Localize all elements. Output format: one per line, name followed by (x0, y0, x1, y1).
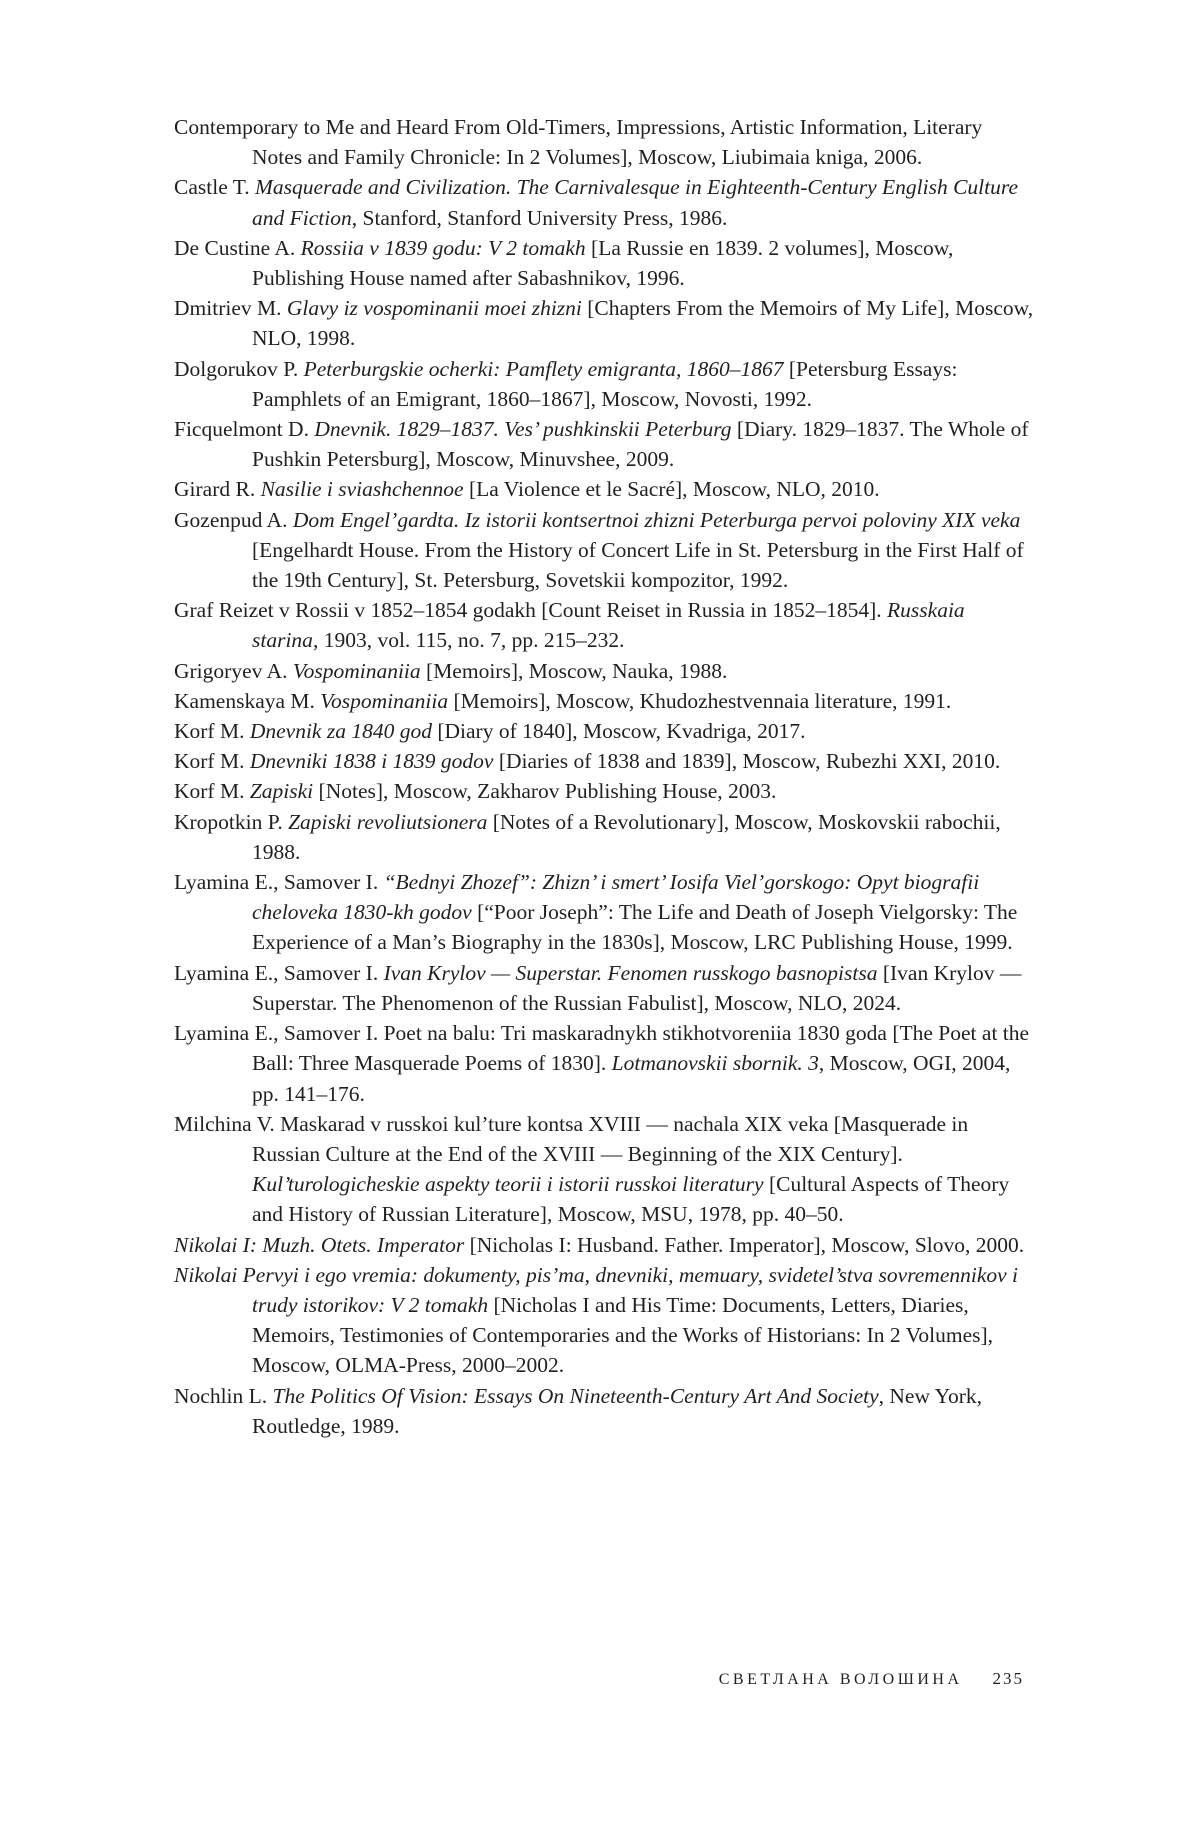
bibliography-entry: Dmitriev M. Glavy iz vospominanii moei zhizni [Chapters From the Memoirs of My Life], Moscow, NLO, 1998. (174, 296, 1034, 351)
bibliography-entry: Kropotkin P. Zapiski revoliutsionera [Notes of a Revolutionary], Moscow, Moskovskii rabochii, 1988. (174, 809, 1001, 864)
bibliography-entry: Ficquelmont D. Dnevnik. 1829–1837. Ves’ pushkinskii Peterburg [Diary. 1829–1837. The Whole of Pushkin Petersburg], Moscow, Minuvshee, 2009. (174, 417, 1029, 472)
bibliography-entry: Graf Reizet v Rossii v 1852–1854 godakh [Count Reiset in Russia in 1852–1854]. Russkaia starina, 1903, vol. 115, no. 7, pp. 215–232. (174, 598, 965, 653)
bibliography-entry: De Custine A. Rossiia v 1839 godu: V 2 tomakh [La Russie en 1839. 2 volumes], Moscow, Publishing House named after Sabashnikov, 1996. (174, 235, 954, 291)
running-head-author: СВЕТЛАНА ВОЛОШИНА (718, 1671, 963, 1688)
bibliography-entry: Korf M. Zapiski [Notes], Moscow, Zakharov Publishing House, 2003. (174, 779, 777, 804)
bibliography-entry: Dolgorukov P. Peterburgskie ocherki: Pamflety emigranta, 1860–1867 [Petersburg Essays: Pamphlets of an Emigrant, 1860–1867], Moscow, Novosti, 1992. (174, 356, 958, 411)
bibliography-entry: Korf M. Dnevniki 1838 i 1839 godov [Diaries of 1838 and 1839], Moscow, Rubezhi XXI, 2010. (174, 749, 1001, 774)
bibliography-entry: Gozenpud A. Dom Engel’gardta. Iz istorii kontsertnoi zhizni Peterburga pervoi poloviny XIX veka [Engelhardt House. From the History of Concert Life in St. Petersburg in the First Half of the 19th Century], St. Petersburg, Sovetskii kompozitor, 1992. (174, 507, 1024, 593)
bibliography-entry: Milchina V. Maskarad v russkoi kul’ture kontsa XVIII — nachala XIX veka [Masquerade in Russian Culture at the End of the XVIII — Beginning of the XIX Century]. Kul’turologicheskie aspekty teorii i istorii russkoi literatury [Cultural Aspects of Theory and History of Russian Literature], Moscow, MSU, 1978, pp. 40–50. (174, 1111, 1010, 1227)
bibliography-entry: Nikolai Pervyi i ego vremia: dokumenty, pis’ma, dnevniki, memuary, svidetel’stva sovremennikov i trudy istorikov: V 2 tomakh [Nicholas I and His Time: Documents, Letters, Diaries, Memoirs, Testimonies of Contemporaries and the Works of Historians: In 2 Volumes], Moscow, OLMA-Press, 2000–2002. (174, 1262, 1019, 1378)
bibliography-entry: Girard R. Nasilie i sviashchennoe [La Violence et le Sacré], Moscow, NLO, 2010. (174, 477, 880, 502)
bibliography-entry: Grigoryev A. Vospominaniia [Memoirs], Moscow, Nauka, 1988. (174, 658, 728, 683)
running-footer (719, 1669, 1024, 1689)
bibliography-entry: Lyamina E., Samover I. Poet na balu: Tri maskaradnykh stikhotvoreniia 1830 goda [The Poet at the Ball: Three Masquerade Poems of 1830]. Lotmanovskii sbornik. 3, Moscow, OGI, 2004, pp. 141–176. (174, 1021, 1030, 1106)
bibliography-entry: Kamenskaya M. Vospominaniia [Memoirs], Moscow, Khudozhestvennaia literature, 1991. (174, 688, 952, 713)
bibliography-entry: Nochlin L. The Politics Of Vision: Essays On Nineteenth-Century Art And Society, New York, Routledge, 1989. (174, 1383, 982, 1438)
page-number: 235 (992, 1669, 1024, 1688)
bibliography-entry: Korf M. Dnevnik za 1840 god [Diary of 1840], Moscow, Kvadriga, 2017. (174, 719, 806, 744)
bibliography-list (174, 112, 1034, 1441)
bibliography-entry: Contemporary to Me and Heard From Old-Timers, Impressions, Artistic Information, Literary Notes and Family Chronicle: In 2 Volumes], Moscow, Liubimaia kniga, 2006. (174, 115, 983, 170)
bibliography-entry: Lyamina E., Samover I. “Bednyi Zhozef”: Zhizn’ i smert’ Iosifa Viel’gorskogo: Opyt biografii cheloveka 1830-kh godov [“Poor Joseph”: The Life and Death of Joseph Vielgorsky: The Experience of a Man’s Biography in the 1830s], Moscow, LRC Publishing House, 1999. (174, 870, 1018, 955)
bibliography-entry: Nikolai I: Muzh. Otets. Imperator [Nicholas I: Husband. Father. Imperator], Moscow, Slovo, 2000. (174, 1232, 1025, 1257)
bibliography-entry: Castle T. Masquerade and Civilization. The Carnivalesque in Eighteenth-Century English Culture and Fiction, Stanford, Stanford University Press, 1986. (174, 175, 1018, 230)
bibliography-entry: Lyamina E., Samover I. Ivan Krylov — Superstar. Fenomen russkogo basnopistsa [Ivan Krylov — Superstar. The Phenomenon of the Russian Fabulist], Moscow, NLO, 2024. (174, 960, 1022, 1015)
